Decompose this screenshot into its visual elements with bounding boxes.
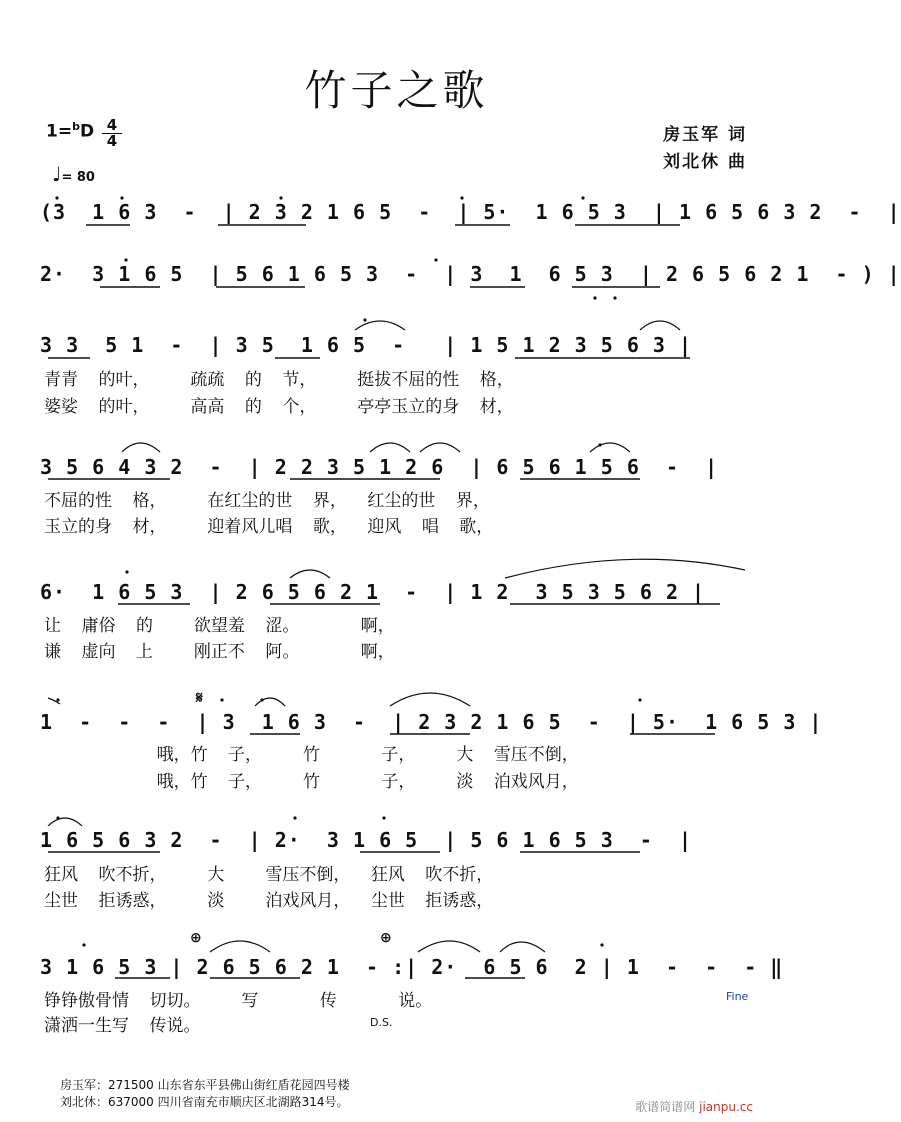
system-8-notes: 3 1 6 5 3 | 2 6 5 6 2 1 - :| 2· 6 5 6 2 | 1 - - - ‖ [40, 955, 784, 979]
system-5-notes: 6· 1 6 5 3 | 2 6 5 6 2 1 - | 1 2 3 5 3 5 6 2 | [40, 580, 706, 604]
ds-mark: D.S. [370, 1016, 393, 1029]
system-8-lyric-2: 潇洒一生写 传说。 [44, 1016, 201, 1036]
fine-mark: Fine [726, 990, 749, 1003]
system-6-lyric-2: 哦，竹 子， 竹 子， 淡 泊戏风月， [44, 772, 579, 792]
system-5-lyric-1: 让 庸俗 的 欲望羞 涩。 啊， [44, 616, 395, 636]
system-7-lyric-2: 尘世 拒诱惑， 淡 泊戏风月， 尘世 拒诱惑， [44, 891, 494, 911]
tempo-marking: ♩= 80 [52, 162, 95, 186]
system-7-notes: 1 6 5 6 3 2 - | 2· 3 1 6 5 | 5 6 1 6 5 3 - | [40, 828, 693, 852]
segno-sign: 𝄋 [196, 688, 203, 707]
watermark [635, 1098, 753, 1115]
system-4-lyric-1: 不屈的性 格， 在红尘的世 界， 红尘的世 界， [44, 491, 490, 511]
slurs [48, 321, 745, 952]
system-3-lyric-1: 青青 的叶， 疏疏 的 节， 挺拔不屈的性 格， [44, 370, 514, 390]
watermark-site: 歌谱简谱网 [635, 1100, 696, 1114]
system-6-lyric-1: 哦，竹 子， 竹 子， 大 雪压不倒， [44, 745, 579, 765]
system-4-notes: 3 5 6 4 3 2 - | 2 2 3 5 1 2 6 | 6 5 6 1 5 6 - | [40, 455, 719, 479]
system-4-lyric-2: 玉立的身 材， 迎着风儿唱 歌， 迎风 唱 歌， [44, 517, 494, 537]
footer-lyricist-address: 房玉军：271500 山东省东平县佛山街红盾花园四号楼 [60, 1078, 350, 1092]
beam-lines [48, 225, 720, 978]
meter-top: 4 [106, 116, 118, 134]
footer-composer-address: 刘北休：637000 四川省南充市顺庆区北湖路314号。 [60, 1095, 349, 1109]
song-title: 竹子之歌 [304, 66, 489, 115]
system-7-lyric-1: 狂风 吹不折， 大 雪压不倒， 狂风 吹不折， [44, 865, 494, 885]
key-signature: 1=$^b$D [46, 120, 95, 142]
system-5-lyric-2: 谦 虚向 上 刚正不 阿。 啊， [44, 642, 395, 662]
coda-sign-1: ⊕ [190, 930, 202, 946]
lyricist-credit: 房玉军 词 [663, 125, 747, 145]
octave-dots [55, 196, 641, 946]
composer-credit: 刘北休 曲 [663, 152, 747, 172]
meter-bottom: 4 [102, 133, 122, 149]
coda-sign-2: ⊕ [380, 930, 392, 946]
system-3-lyric-2: 婆娑 的叶， 高高 的 个， 亭亭玉立的身 材， [44, 397, 514, 417]
watermark-url: jianpu.cc [699, 1100, 753, 1114]
system-3-notes: 3 3 5 1 - | 3 5 1 6 5 - | 1 5 1 2 3 5 6 3 | [40, 333, 693, 357]
system-8-lyric-1: 铮铮傲骨情 切切。 写 传 说。 [44, 991, 433, 1011]
system-6-notes: 1 - - - | 3 1 6 3 - | 2 3 2 1 6 5 - | 5· 1 6 5 3 | [40, 710, 823, 734]
system-1-notes: (3 1 6 3 - | 2 3 2 1 6 5 - | 5· 1 6 5 3 | 1 6 5 6 3 2 - | [40, 200, 901, 224]
system-2-notes: 2· 3 1 6 5 | 5 6 1 6 5 3 - | 3 1 6 5 3 | 2 6 5 6 2 1 - ) | [40, 262, 901, 286]
